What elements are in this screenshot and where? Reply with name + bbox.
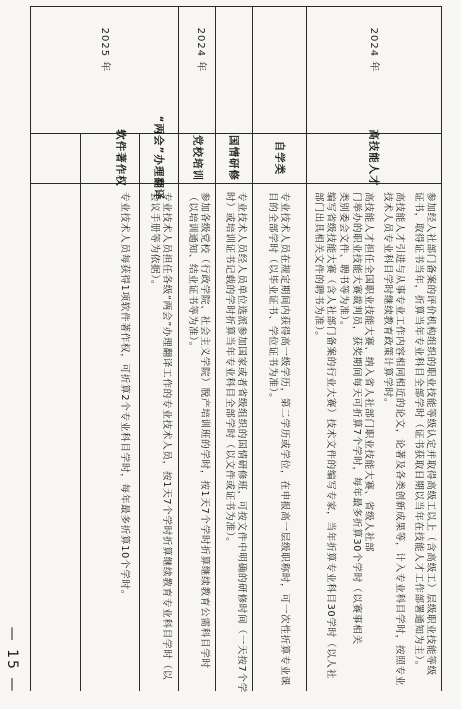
text-line: 高技能人才担任全国职业技能大赛、纳入省人社部门职业技能大赛、省级人社部 bbox=[363, 192, 374, 553]
text-line: 类别委会文件、聘书等为准）。 bbox=[338, 192, 350, 332]
row-divider bbox=[178, 6, 179, 691]
row-divider-partial bbox=[139, 133, 140, 691]
category-cell: 软件著作权 bbox=[114, 129, 127, 187]
category-cell: 高技能人才 bbox=[367, 129, 380, 187]
text-line: 专业技术人员每获得1项软件著作权，可折算2个专业科目学时，每年最多折算10个学时。 bbox=[119, 192, 130, 601]
text-line: 部门出具相关文件的聘书为准）。 bbox=[312, 192, 324, 342]
year-column-divider bbox=[30, 133, 442, 134]
rule-paragraph bbox=[265, 192, 290, 686]
rule-paragraph bbox=[147, 192, 172, 680]
category-cell: “两会”办理翻译 bbox=[152, 115, 165, 201]
text-line: 高技能人才引进与从事专业工作内容相同相近的论文，论著及各类创新成果等，计入专业科目学时，按照专业 bbox=[394, 192, 405, 687]
page-number: — 15 — bbox=[4, 626, 20, 694]
row-divider bbox=[30, 6, 31, 691]
text-line: 技术人员专业科目学时继续教育政策计算学时。 bbox=[381, 192, 393, 409]
row-divider bbox=[306, 6, 307, 691]
rule-paragraph bbox=[411, 192, 436, 676]
text-line: 门举办的职业技能大赛裁判员，获奖期间每天可折算7个学时，每年最多折算30个学时（以赛事相关 bbox=[350, 192, 362, 645]
rule-paragraph bbox=[222, 192, 247, 693]
text-line: 编写省级技能大赛（含人社部门备案的行业大赛）技术文件的编写专家，当年折算专业科目30学时（以人社 bbox=[325, 192, 336, 680]
category-cell: 自学类 bbox=[273, 140, 286, 176]
text-line: 目的全部学时（以毕业证书、学位证书为准）。 bbox=[266, 192, 278, 404]
rule-paragraph bbox=[185, 192, 210, 669]
row-divider-partial bbox=[80, 133, 81, 691]
rule-paragraph bbox=[118, 192, 130, 600]
row-divider bbox=[215, 6, 216, 691]
text-line: 专业技术人员经人员单位选派参加国家或者省级组织的国情研修班，可按文件中明确的研修时间（一天按7个学 bbox=[236, 192, 247, 693]
table-border-right bbox=[441, 6, 442, 691]
text-line: 参加各级党校（行政学院、社会主义学院）脱产培训班的学时，按1天7个学时折算继续教育公需科目学时 bbox=[199, 192, 210, 669]
text-line: （以培训通知、结业证书等为准）。 bbox=[186, 192, 198, 352]
text-line: 会议手册等为依据）。 bbox=[148, 192, 160, 291]
category-cell: 国情研修 bbox=[227, 135, 240, 181]
row-divider bbox=[252, 6, 253, 691]
text-line: 时）或培训证书记载的学时折算当年专业科目全部学时（以文件或证书为准）。 bbox=[223, 192, 235, 548]
rule-paragraph bbox=[337, 192, 374, 645]
rule-paragraph bbox=[380, 192, 405, 686]
table-border-top bbox=[30, 6, 442, 7]
text-line: 专业技术人员在规定期间内获得高一级学历，第二学历或学位，在申报高一层级职称时，可一次性折算专业课 bbox=[279, 192, 290, 687]
category-cell: 党校培训 bbox=[191, 135, 204, 181]
rule-paragraph bbox=[311, 192, 336, 679]
year-cell: 2024 年 bbox=[368, 27, 379, 73]
text-line: 证书，取得证书当年，折算当年专业科目全部学时（证书获取日期以当年在技能人才工作部署通知为主）。 bbox=[412, 192, 424, 672]
year-cell: 2024 年 bbox=[195, 27, 206, 73]
category-column-divider bbox=[30, 183, 442, 184]
text-line: 参加经人社部门备案的评价机构组织的职业技能等级认定并取得高级工以上（含高级工）层级职业技能等级 bbox=[425, 192, 436, 676]
year-cell: 2025 年 bbox=[99, 27, 110, 73]
text-line: 专业技术人员担任各级“两会”办理翻译工作的专业技术人员，按1天7个学时折算继续教育专业科目学时（以 bbox=[161, 192, 172, 681]
